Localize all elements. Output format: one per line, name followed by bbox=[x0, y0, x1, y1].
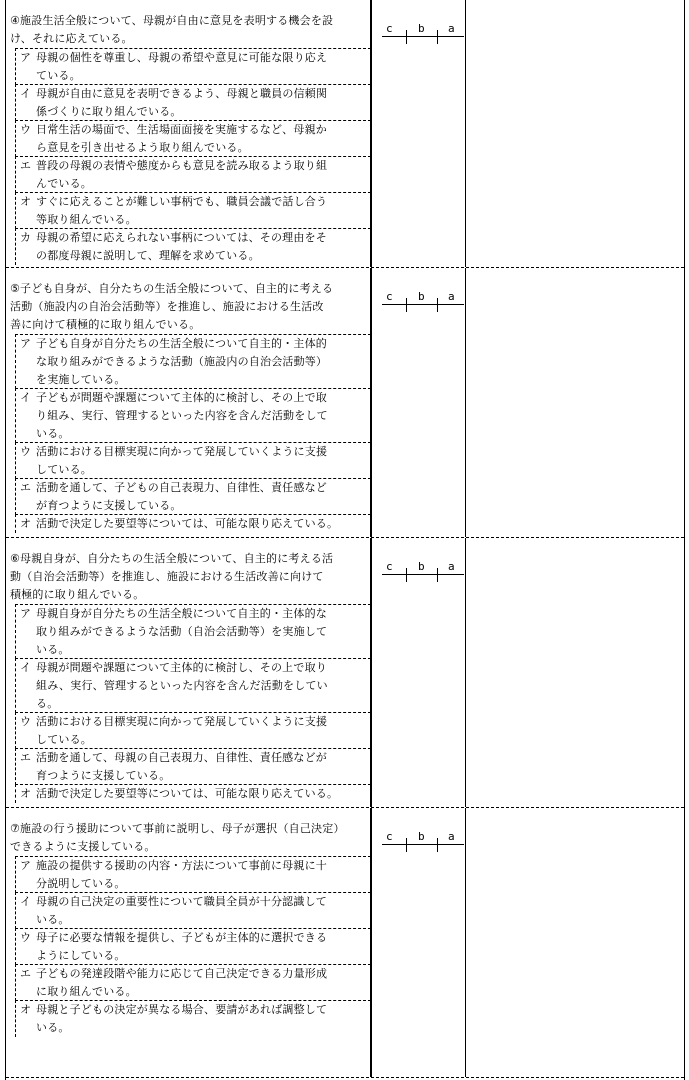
question-text bbox=[10, 820, 370, 856]
check-item-text: 母親と子どもの決定が異なる場合、要請があれば調整して bbox=[36, 1003, 328, 1016]
check-item-row bbox=[16, 157, 371, 175]
check-item-text: している。 bbox=[36, 463, 92, 476]
check-item bbox=[15, 228, 371, 265]
check-item-key: イ bbox=[20, 87, 32, 100]
check-item-key: オ bbox=[20, 195, 32, 208]
rating-divider bbox=[437, 298, 438, 312]
check-item-text: 分説明している。 bbox=[36, 877, 126, 890]
rating-divider bbox=[406, 838, 407, 852]
check-item bbox=[15, 84, 371, 121]
check-item bbox=[15, 1000, 371, 1037]
rating-divider bbox=[437, 568, 438, 582]
check-item-key: ウ bbox=[20, 931, 32, 944]
check-item bbox=[15, 604, 371, 659]
check-item bbox=[15, 120, 371, 157]
rating-column bbox=[372, 538, 466, 807]
check-item-key: エ bbox=[20, 159, 32, 172]
check-item-text: 育つように支援している。 bbox=[36, 769, 171, 782]
check-item-row bbox=[16, 389, 371, 407]
check-item-row bbox=[16, 659, 371, 677]
question-column bbox=[6, 538, 372, 807]
rating-option-b[interactable]: b bbox=[418, 290, 425, 303]
question-line: ⑥母親自身が、自分たちの生活全般について、自主的に考える活 bbox=[10, 552, 334, 565]
check-item-key: ウ bbox=[20, 715, 32, 728]
check-item bbox=[15, 478, 371, 515]
rating-divider bbox=[406, 568, 407, 582]
criteria-section bbox=[6, 538, 684, 808]
check-item-text: 活動で決定した要望等については、可能な限り応えている。 bbox=[36, 517, 339, 530]
check-item-text: に取り組んでいる。 bbox=[36, 985, 137, 998]
check-item-key: エ bbox=[20, 967, 32, 980]
check-item-row bbox=[16, 965, 371, 983]
check-item-row bbox=[16, 121, 371, 139]
check-item-text: が育つように支援している。 bbox=[36, 499, 182, 512]
check-item-text: いる。 bbox=[36, 643, 70, 656]
rating-option-a[interactable]: a bbox=[448, 560, 455, 573]
check-item-text: ら意見を引き出せるよう取り組んでいる。 bbox=[36, 141, 249, 154]
check-item-text: る。 bbox=[36, 697, 59, 710]
check-item-text: 活動を通して、母親の自己表現力、自律性、責任感などが bbox=[36, 751, 327, 764]
criteria-section bbox=[6, 808, 684, 1078]
check-item bbox=[15, 784, 371, 803]
check-item-text: 母親の個性を尊重し、母親の希望や意見に可能な限り応え bbox=[36, 51, 328, 64]
question-column bbox=[6, 0, 372, 267]
check-item-key: イ bbox=[20, 391, 32, 404]
check-item bbox=[15, 48, 371, 85]
rating-column bbox=[372, 808, 466, 1077]
check-item-text: 母親の自己決定の重要性について職員全員が十分認識して bbox=[36, 895, 327, 908]
check-item-row bbox=[16, 1001, 371, 1019]
check-item-row bbox=[16, 515, 371, 533]
question-line: ④施設生活全般について、母親が自由に意見を表明する機会を設 bbox=[10, 14, 334, 27]
check-item bbox=[15, 748, 371, 785]
check-item bbox=[15, 442, 371, 479]
rating-option-b[interactable]: b bbox=[418, 560, 425, 573]
check-item-key: オ bbox=[20, 787, 32, 800]
check-item-row bbox=[16, 85, 371, 103]
check-item-text: 活動における目標実現に向かって発展していくように支援 bbox=[36, 715, 328, 728]
check-item-key: イ bbox=[20, 661, 32, 674]
check-item-row bbox=[16, 749, 371, 767]
check-item-text: いる。 bbox=[36, 427, 70, 440]
check-item-text: 母親が問題や課題について主体的に検討し、その上で取り bbox=[36, 661, 327, 674]
check-item-text: んでいる。 bbox=[36, 177, 92, 190]
check-item-row bbox=[16, 443, 371, 461]
rating-option-a[interactable]: a bbox=[448, 290, 455, 303]
check-item-text: 子どもの発達段階や能力に応じて自己決定できる力量形成 bbox=[36, 967, 328, 980]
check-item-row bbox=[16, 479, 371, 497]
check-item-text: 普段の母親の表情や態度からも意見を読み取るよう取り組 bbox=[36, 159, 328, 172]
check-item-text: 活動を通して、子どもの自己表現力、自律性、責任感など bbox=[36, 481, 327, 494]
check-item-text: ている。 bbox=[36, 69, 81, 82]
check-item-row bbox=[16, 713, 371, 731]
check-item-text: な取り組みができるような活動（施設内の自治会活動等） bbox=[36, 355, 328, 368]
question-line: 活動（施設内の自治会活動等）を推進し、施設における生活改 bbox=[10, 300, 324, 313]
rating-option-b[interactable]: b bbox=[418, 830, 425, 843]
check-item-text: 取り組みができるような活動（自治会活動等）を実施して bbox=[36, 625, 328, 638]
evaluation-sheet bbox=[5, 0, 685, 1080]
rating-option-a[interactable]: a bbox=[448, 830, 455, 843]
check-item-text: いる。 bbox=[36, 913, 70, 926]
check-item-text: ようにしている。 bbox=[36, 949, 126, 962]
check-item-row bbox=[16, 785, 371, 803]
check-item-key: ア bbox=[20, 51, 32, 64]
rating-option-c[interactable]: c bbox=[386, 290, 393, 303]
check-item-text: すぐに応えることが難しい事柄でも、職員会議で話し合う bbox=[36, 195, 328, 208]
question-line: 善に向けて積極的に取り組んでいる。 bbox=[10, 318, 201, 331]
rating-column bbox=[372, 0, 466, 267]
check-item-text: 施設の提供する援助の内容・方法について事前に母親に十 bbox=[36, 859, 327, 872]
check-item-key: カ bbox=[20, 231, 32, 244]
check-item-key: イ bbox=[20, 895, 32, 908]
check-item-text: 等取り組んでいる。 bbox=[36, 213, 137, 226]
question-line: ⑦施設の行う援助について事前に説明し、母子が選択（自己決定） bbox=[10, 822, 345, 835]
check-item-row bbox=[16, 335, 371, 353]
question-text bbox=[10, 280, 370, 334]
check-item-row bbox=[16, 229, 371, 247]
question-column bbox=[6, 808, 372, 1077]
rating-divider bbox=[406, 298, 407, 312]
rating-column bbox=[372, 268, 466, 537]
check-item-key: ア bbox=[20, 337, 32, 350]
check-item-row bbox=[16, 929, 371, 947]
check-item-key: ウ bbox=[20, 445, 32, 458]
check-item-text: 母親自身が自分たちの生活全般について自主的・主体的な bbox=[36, 607, 327, 620]
check-item bbox=[15, 514, 371, 533]
check-item-text: 活動で決定した要望等については、可能な限り応えている。 bbox=[36, 787, 339, 800]
question-line: け、それに応えている。 bbox=[10, 32, 133, 45]
check-item-text: の都度母親に説明して、理解を求めている。 bbox=[36, 249, 260, 262]
check-item bbox=[15, 964, 371, 1001]
rating-scale bbox=[382, 22, 464, 37]
check-item-text: いる。 bbox=[36, 1021, 70, 1034]
check-item-text: している。 bbox=[36, 733, 92, 746]
question-line: 積極的に取り組んでいる。 bbox=[10, 588, 145, 601]
check-item bbox=[15, 658, 371, 713]
check-item-row bbox=[16, 49, 371, 67]
rating-divider bbox=[406, 30, 407, 44]
check-item-text: を実施している。 bbox=[36, 373, 126, 386]
check-item bbox=[15, 192, 371, 229]
check-item-text: 子どもが問題や課題について主体的に検討し、その上で取 bbox=[36, 391, 327, 404]
check-item-text: 母親の希望に応えられない事柄については、その理由をそ bbox=[36, 231, 327, 244]
check-item-text: 日常生活の場面で、生活場面面接を実施するなど、母親か bbox=[36, 123, 327, 136]
rating-option-c[interactable]: c bbox=[386, 560, 393, 573]
check-item-key: エ bbox=[20, 751, 32, 764]
rating-option-a[interactable]: a bbox=[448, 22, 455, 35]
check-item-row bbox=[16, 605, 371, 623]
check-item-key: ア bbox=[20, 859, 32, 872]
question-text bbox=[10, 550, 370, 604]
rating-divider bbox=[437, 838, 438, 852]
check-item bbox=[15, 712, 371, 749]
check-item-key: ウ bbox=[20, 123, 32, 136]
question-line: ⑤子ども自身が、自分たちの生活全般について、自主的に考える bbox=[10, 282, 334, 295]
check-item-key: エ bbox=[20, 481, 32, 494]
criteria-section bbox=[6, 0, 684, 268]
question-line: 動（自治会活動等）を推進し、施設における生活改善に向けて bbox=[10, 570, 324, 583]
rating-divider bbox=[437, 30, 438, 44]
check-item bbox=[15, 892, 371, 929]
check-item-row bbox=[16, 857, 371, 875]
rating-option-c[interactable]: c bbox=[386, 22, 393, 35]
check-item bbox=[15, 156, 371, 193]
check-item-key: オ bbox=[20, 1003, 32, 1016]
rating-scale bbox=[382, 560, 464, 575]
check-item-text: り組み、実行、管理するといった内容を含んだ活動をして bbox=[36, 409, 328, 422]
check-item-text: 活動における目標実現に向かって発展していくように支援 bbox=[36, 445, 328, 458]
check-item-text: 母親が自由に意見を表明できるよう、母親と職員の信頼関 bbox=[36, 87, 328, 100]
rating-scale bbox=[382, 830, 464, 845]
check-item bbox=[15, 388, 371, 443]
rating-scale bbox=[382, 290, 464, 305]
criteria-section bbox=[6, 268, 684, 538]
check-item-text: 係づくりに取り組んでいる。 bbox=[36, 105, 182, 118]
rating-option-b[interactable]: b bbox=[418, 22, 425, 35]
rating-option-c[interactable]: c bbox=[386, 830, 393, 843]
check-item-text: 子ども自身が自分たちの生活全般について自主的・主体的 bbox=[36, 337, 327, 350]
check-item-text: 母子に必要な情報を提供し、子どもが主体的に選択できる bbox=[36, 931, 328, 944]
check-item bbox=[15, 928, 371, 965]
check-item-row bbox=[16, 893, 371, 911]
check-item bbox=[15, 334, 371, 389]
check-item-text: 組み、実行、管理するといった内容を含んだ活動をしてい bbox=[36, 679, 328, 692]
check-item-key: オ bbox=[20, 517, 32, 530]
question-column bbox=[6, 268, 372, 537]
question-text bbox=[10, 12, 370, 48]
check-item-key: ア bbox=[20, 607, 32, 620]
check-item bbox=[15, 856, 371, 893]
question-line: できるように支援している。 bbox=[10, 840, 156, 853]
check-item-row bbox=[16, 193, 371, 211]
